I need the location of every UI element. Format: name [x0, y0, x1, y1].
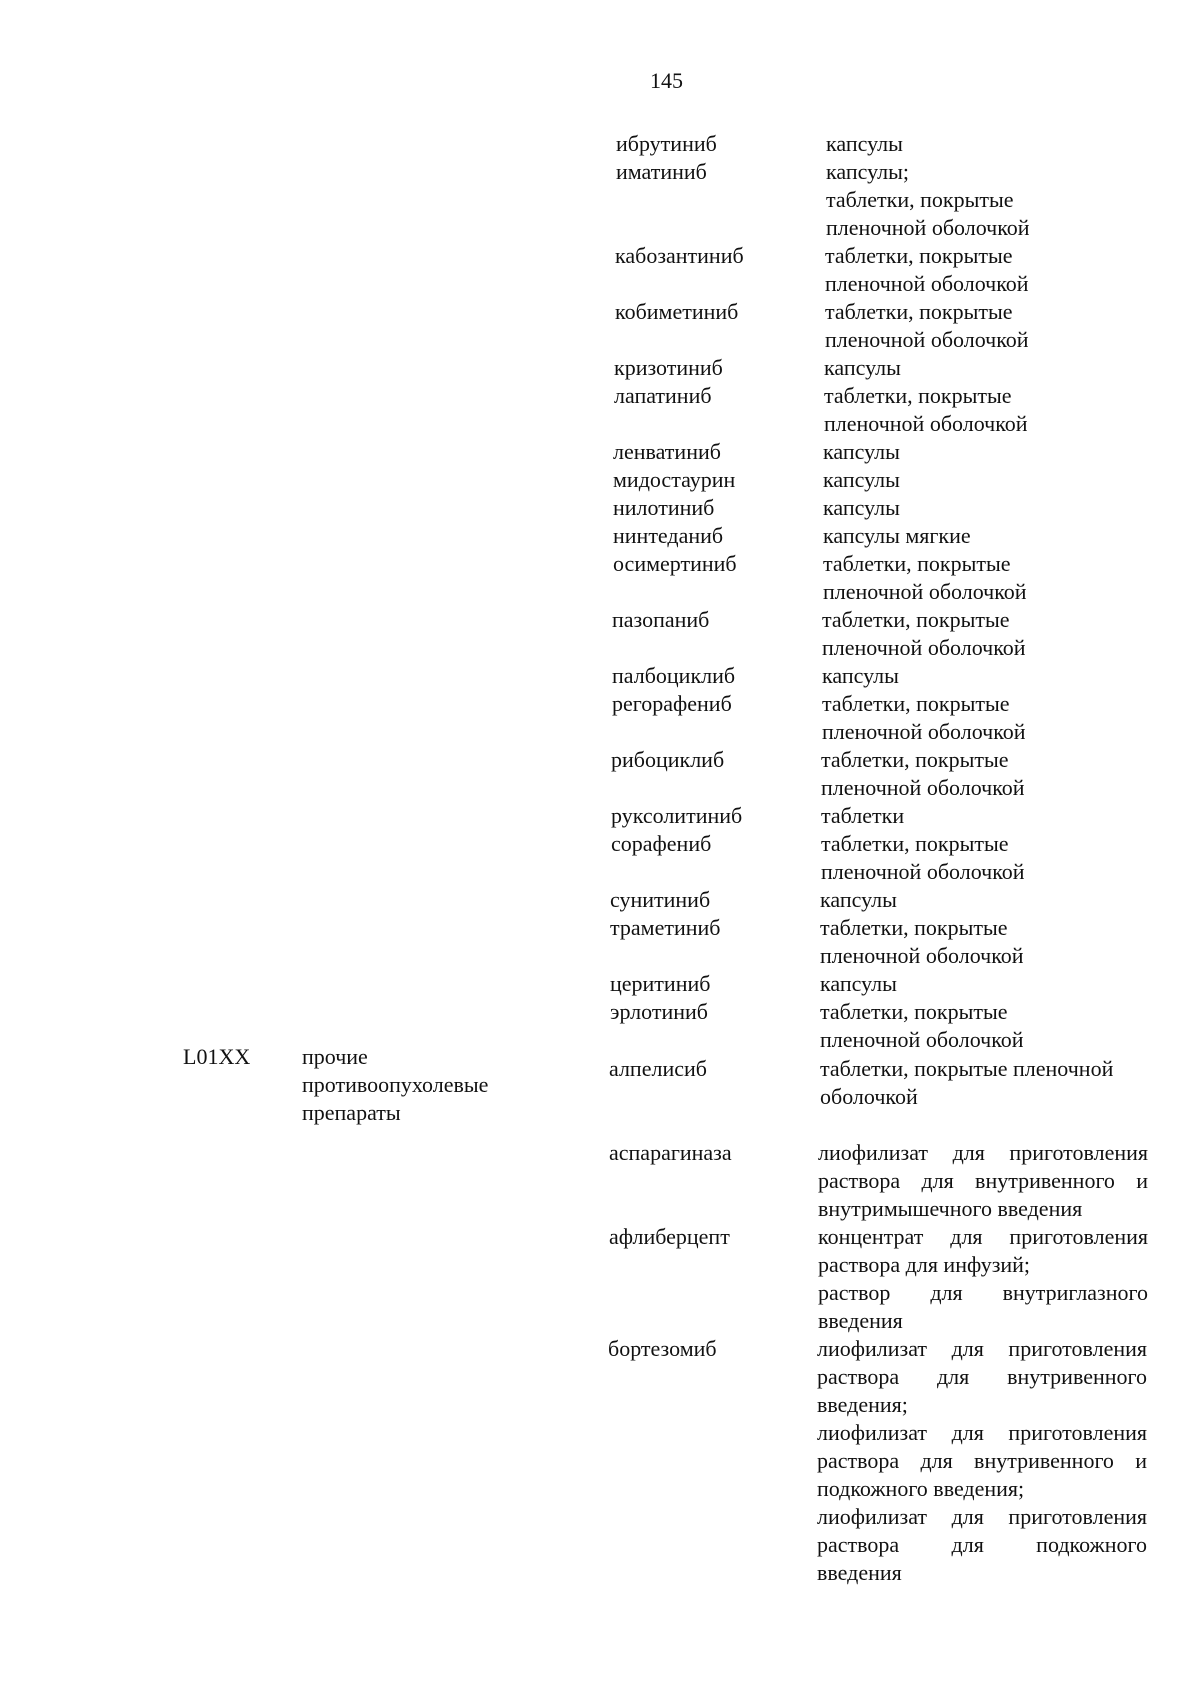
dosage-form-line: пленочной оболочкой: [825, 271, 1029, 296]
dosage-form-line: подкожного введения;: [817, 1476, 1025, 1501]
dosage-form-line: пленочной оболочкой: [821, 775, 1025, 800]
dosage-form-line: таблетки, покрытые: [820, 999, 1008, 1024]
dosage-form-line: пленочной оболочкой: [820, 943, 1024, 968]
dosage-form-line: капсулы: [823, 495, 900, 520]
dosage-forms: [823, 550, 1027, 606]
dosage-forms: [818, 1223, 1148, 1335]
atc-group-name-line: противоопухолевые: [302, 1072, 489, 1097]
dosage-forms: [822, 606, 1026, 662]
dosage-form-line: капсулы: [823, 467, 900, 492]
dosage-forms: [821, 746, 1025, 802]
drug-name: сорафениб: [611, 831, 712, 856]
dosage-form-line: концентрат для приготовления: [818, 1224, 1148, 1249]
dosage-form-line: капсулы: [826, 131, 903, 156]
dosage-form-line: раствора для подкожного: [817, 1532, 1147, 1557]
dosage-form-line: пленочной оболочкой: [820, 1027, 1024, 1052]
dosage-form-line: таблетки, покрытые: [820, 915, 1008, 940]
drug-name: кобиметиниб: [615, 299, 739, 324]
dosage-form-line: таблетки, покрытые: [822, 607, 1010, 632]
dosage-form-line: капсулы: [824, 355, 901, 380]
dosage-forms: [826, 130, 903, 158]
dosage-form-line: пленочной оболочкой: [824, 411, 1028, 436]
dosage-forms: [820, 914, 1024, 970]
dosage-form-line: лиофилизат для приготовления: [818, 1140, 1148, 1165]
drug-name: кризотиниб: [614, 355, 723, 380]
dosage-form-line: капсулы: [820, 971, 897, 996]
atc-group-name-line: прочие: [302, 1044, 368, 1069]
drug-name: алпелисиб: [609, 1056, 707, 1081]
dosage-form-line: капсулы: [820, 887, 897, 912]
dosage-form-line: пленочной оболочкой: [826, 215, 1030, 240]
dosage-form-line: раствор для внутриглазного: [818, 1280, 1148, 1305]
dosage-forms: [823, 522, 971, 550]
dosage-form-line: таблетки, покрытые: [821, 831, 1009, 856]
dosage-form-line: оболочкой: [820, 1084, 918, 1109]
dosage-forms: [823, 466, 900, 494]
dosage-form-line: введения: [817, 1560, 902, 1585]
dosage-form-line: пленочной оболочкой: [822, 719, 1026, 744]
drug-name: мидостаурин: [613, 467, 736, 492]
dosage-form-line: раствора для внутривенного: [817, 1364, 1147, 1389]
drug-name: аспарагиназа: [609, 1140, 732, 1165]
dosage-form-line: капсулы мягкие: [823, 523, 971, 548]
drug-name: траметиниб: [610, 915, 721, 940]
dosage-form-line: капсулы: [823, 439, 900, 464]
atc-code: L01XX: [183, 1044, 251, 1069]
dosage-forms: [820, 998, 1024, 1054]
dosage-form-line: таблетки, покрытые: [826, 187, 1014, 212]
dosage-form-line: таблетки, покрытые: [822, 691, 1010, 716]
dosage-forms: [822, 690, 1026, 746]
dosage-forms: [825, 242, 1029, 298]
dosage-form-line: лиофилизат для приготовления: [817, 1420, 1147, 1445]
dosage-forms: [821, 802, 904, 830]
drug-name: церитиниб: [610, 971, 711, 996]
dosage-form-line: лиофилизат для приготовления: [817, 1504, 1147, 1529]
dosage-forms: [823, 494, 900, 522]
dosage-form-line: таблетки, покрытые: [824, 383, 1012, 408]
drug-name: кабозантиниб: [615, 243, 744, 268]
drug-name: осимертиниб: [613, 551, 737, 576]
dosage-form-line: раствора для внутривенного и: [817, 1448, 1147, 1473]
dosage-form-line: пленочной оболочкой: [822, 635, 1026, 660]
dosage-forms: [825, 298, 1029, 354]
drug-name: лапатиниб: [614, 383, 712, 408]
atc-group-name: [302, 1043, 562, 1127]
dosage-forms: [821, 830, 1025, 886]
drug-name: сунитиниб: [610, 887, 711, 912]
dosage-forms: [824, 382, 1028, 438]
dosage-forms: [826, 158, 1030, 242]
dosage-form-line: пленочной оболочкой: [821, 859, 1025, 884]
drug-name: нилотиниб: [613, 495, 715, 520]
dosage-form-line: лиофилизат для приготовления: [817, 1336, 1147, 1361]
dosage-form-line: таблетки, покрытые: [825, 299, 1013, 324]
dosage-form-line: таблетки, покрытые: [821, 747, 1009, 772]
dosage-form-line: введения;: [817, 1392, 908, 1417]
drug-name: афлиберцепт: [609, 1224, 730, 1249]
dosage-forms: [822, 662, 899, 690]
drug-name: пазопаниб: [612, 607, 710, 632]
dosage-form-line: таблетки, покрытые: [823, 551, 1011, 576]
atc-group-name-line: препараты: [302, 1100, 401, 1125]
dosage-form-line: пленочной оболочкой: [825, 327, 1029, 352]
drug-name: руксолитиниб: [611, 803, 743, 828]
drug-name: регорафениб: [612, 691, 732, 716]
drug-name: эрлотиниб: [610, 999, 708, 1024]
dosage-form-line: раствора для внутривенного и: [818, 1168, 1148, 1193]
drug-name: ибрутиниб: [616, 131, 717, 156]
dosage-forms: [820, 1055, 1150, 1111]
dosage-form-line: раствора для инфузий;: [818, 1252, 1031, 1277]
dosage-form-line: таблетки, покрытые пленочной: [820, 1056, 1114, 1081]
dosage-forms: [824, 354, 901, 382]
dosage-form-line: таблетки: [821, 803, 905, 828]
dosage-forms: [817, 1335, 1147, 1587]
dosage-form-line: таблетки, покрытые: [825, 243, 1013, 268]
dosage-form-line: капсулы: [822, 663, 899, 688]
drug-name: ленватиниб: [613, 439, 721, 464]
drug-name: бортезомиб: [608, 1336, 717, 1361]
dosage-forms: [820, 886, 897, 914]
dosage-form-line: капсулы;: [826, 159, 909, 184]
drug-name: нинтеданиб: [613, 523, 724, 548]
dosage-forms: [823, 438, 900, 466]
dosage-form-line: внутримышечного введения: [818, 1196, 1083, 1221]
drug-name: палбоциклиб: [612, 663, 736, 688]
dosage-form-line: введения: [818, 1308, 903, 1333]
dosage-form-line: пленочной оболочкой: [823, 579, 1027, 604]
drug-name: иматиниб: [616, 159, 707, 184]
page-number: 145: [650, 68, 683, 93]
drug-name: рибоциклиб: [611, 747, 725, 772]
dosage-forms: [820, 970, 897, 998]
dosage-forms: [818, 1139, 1148, 1223]
